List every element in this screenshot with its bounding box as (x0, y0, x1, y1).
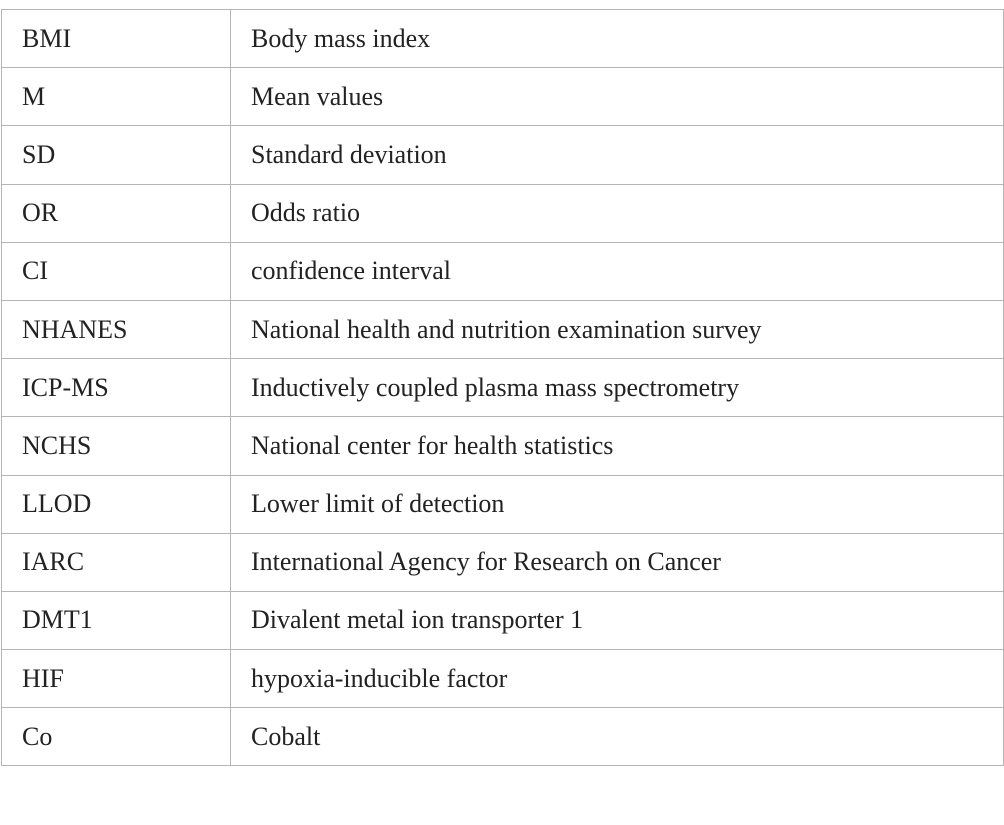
abbreviation-cell: SD (2, 126, 231, 184)
table-row (2, 300, 1004, 358)
abbreviations-table-body (2, 10, 1004, 766)
table-row (2, 591, 1004, 649)
definition-cell: Cobalt (231, 708, 1004, 766)
table-row (2, 475, 1004, 533)
table-row (2, 708, 1004, 766)
table-row (2, 126, 1004, 184)
table-row (2, 417, 1004, 475)
definition-cell: International Agency for Research on Cancer (231, 533, 1004, 591)
abbreviations-table (1, 9, 1004, 766)
definition-cell: Divalent metal ion transporter 1 (231, 591, 1004, 649)
abbreviation-cell: Co (2, 708, 231, 766)
definition-cell: Body mass index (231, 10, 1004, 68)
definition-cell: Lower limit of detection (231, 475, 1004, 533)
definition-cell: confidence interval (231, 242, 1004, 300)
definition-cell: hypoxia-inducible factor (231, 650, 1004, 708)
abbreviation-cell: NHANES (2, 300, 231, 358)
definition-cell: Mean values (231, 68, 1004, 126)
abbreviation-cell: IARC (2, 533, 231, 591)
table-row (2, 359, 1004, 417)
definition-cell: Standard deviation (231, 126, 1004, 184)
abbreviation-cell: OR (2, 184, 231, 242)
table-row (2, 242, 1004, 300)
table-row (2, 650, 1004, 708)
abbreviation-cell: HIF (2, 650, 231, 708)
table-row (2, 184, 1004, 242)
table-row (2, 533, 1004, 591)
abbreviation-cell: NCHS (2, 417, 231, 475)
abbreviation-cell: BMI (2, 10, 231, 68)
table-row (2, 10, 1004, 68)
abbreviation-cell: LLOD (2, 475, 231, 533)
definition-cell: Inductively coupled plasma mass spectrometry (231, 359, 1004, 417)
table-row (2, 68, 1004, 126)
abbreviation-cell: CI (2, 242, 231, 300)
definition-cell: National health and nutrition examination survey (231, 300, 1004, 358)
definition-cell: Odds ratio (231, 184, 1004, 242)
abbreviation-cell: ICP-MS (2, 359, 231, 417)
definition-cell: National center for health statistics (231, 417, 1004, 475)
abbreviation-cell: M (2, 68, 231, 126)
abbreviation-cell: DMT1 (2, 591, 231, 649)
